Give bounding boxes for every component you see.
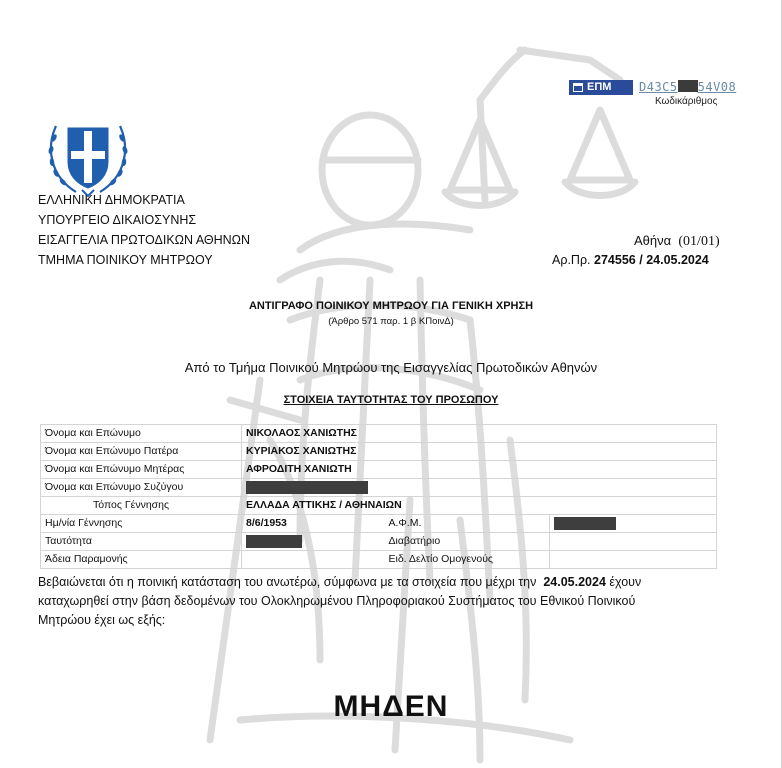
issuing-department: Από το Τμήμα Ποινικού Μητρώου της Εισαγγελίας Πρωτοδικών Αθηνών (184, 360, 598, 375)
afm-label: Α.Φ.Μ. (387, 515, 550, 533)
city-page-line (634, 233, 720, 250)
afm-value (550, 515, 717, 533)
table-row (41, 461, 717, 479)
table-row (41, 551, 717, 569)
code-redaction (678, 80, 698, 92)
spouse-label: Όνομα και Επώνυμο Συζύγου (41, 479, 242, 497)
epm-label: ΕΠΜ (587, 81, 612, 93)
passport-value (550, 533, 717, 551)
greek-coat-of-arms-icon (42, 118, 134, 198)
document-subtitle: (Άρθρο 571 παρ. 1 β ΚΠοινΔ) (328, 316, 454, 327)
certification-line-1 (38, 575, 641, 589)
redaction-block (246, 535, 302, 548)
id-value (242, 533, 387, 551)
verification-code[interactable] (639, 80, 736, 94)
redaction-block (246, 481, 368, 494)
residence-value (242, 551, 387, 569)
org-line-1: ΕΛΛΗΝΙΚΗ ΔΗΜΟΚΡΑΤΙΑ (38, 193, 185, 207)
code-prefix: D43C5 (639, 80, 678, 94)
building-icon (573, 83, 583, 92)
name-label: Όνομα και Επώνυμο (41, 425, 242, 443)
birthdate-value: 8/6/1953 (242, 515, 387, 533)
org-line-3: ΕΙΣΑΓΓΕΛΙΑ ΠΡΩΤΟΔΙΚΩΝ ΑΘΗΝΩΝ (38, 233, 251, 247)
table-row (41, 425, 717, 443)
table-row (41, 479, 717, 497)
homogeneous-label: Ειδ. Δελτίο Ομογενούς (387, 551, 550, 569)
birthplace-value: ΕΛΛΑΔΑ ΑΤΤΙΚΗΣ / ΑΘΗΝΑΙΩΝ (242, 497, 717, 515)
birthplace-label: Τόπος Γέννησης (41, 497, 242, 515)
identity-section-heading: ΣΤΟΙΧΕΙΑ ΤΑΥΤΟΤΗΤΑΣ ΤΟΥ ΠΡΟΣΩΠΟΥ (283, 394, 499, 406)
table-row (41, 497, 717, 515)
mother-value: ΑΦΡΟΔΙΤΗ ΧΑΝΙΩΤΗ (242, 461, 717, 479)
id-label: Ταυτότητα (41, 533, 242, 551)
table-row (41, 533, 717, 551)
protocol-label: Αρ.Πρ. (552, 253, 591, 267)
document-title: ΑΝΤΙΓΡΑΦΟ ΠΟΙΝΙΚΟΥ ΜΗΤΡΩΟΥ ΓΙΑ ΓΕΝΙΚΗ ΧΡΗΣΗ (248, 300, 534, 312)
cert-text-b: έχουν (609, 575, 642, 589)
cert-date: 24.05.2024 (543, 575, 606, 589)
certification-line-3: Μητρώου έχει ως εξής: (38, 613, 166, 627)
protocol-date: 24.05.2024 (646, 253, 709, 267)
protocol-number: 274556 (594, 253, 636, 267)
protocol-separator: / (639, 253, 643, 267)
passport-label: Διαβατήριο (387, 533, 550, 551)
birthdate-label: Ημ/νία Γέννησης (41, 515, 242, 533)
criminal-record-result: ΜΗΔΕΝ (333, 690, 449, 723)
spouse-value (242, 479, 717, 497)
table-row (41, 443, 717, 461)
father-value: ΚΥΡΙΑΚΟΣ ΧΑΝΙΩΤΗΣ (242, 443, 717, 461)
code-suffix: 54V08 (697, 80, 737, 94)
city: Αθήνα (634, 233, 672, 248)
protocol-line (552, 253, 709, 267)
epm-logo (569, 80, 633, 95)
table-row (41, 515, 717, 533)
name-value: ΝΙΚΟΛΑΟΣ ΧΑΝΙΩΤΗΣ (242, 425, 717, 443)
cert-text-a: Βεβαιώνεται ότι η ποινική κατάσταση του ανωτέρω, σύμφωνα με τα στοιχεία που μέχρι την (38, 575, 537, 589)
identity-table (40, 424, 717, 569)
mother-label: Όνομα και Επώνυμο Μητέρας (41, 461, 242, 479)
code-caption: Κωδικάριθμος (655, 96, 718, 107)
certification-line-2: καταχωρηθεί στην βάση δεδομένων του Ολοκληρωμένου Πληροφοριακού Συστήματος του Εθνικού Ποινικού (38, 594, 636, 608)
residence-label: Άδεια Παραμονής (41, 551, 242, 569)
org-line-4: ΤΜΗΜΑ ΠΟΙΝΙΚΟΥ ΜΗΤΡΩΟΥ (38, 253, 213, 267)
org-line-2: ΥΠΟΥΡΓΕΙΟ ΔΙΚΑΙΟΣΥΝΗΣ (38, 213, 197, 227)
page-count: (01/01) (678, 234, 720, 249)
father-label: Όνομα και Επώνυμο Πατέρα (41, 443, 242, 461)
homogeneous-value (550, 551, 717, 569)
redaction-block (554, 517, 616, 530)
